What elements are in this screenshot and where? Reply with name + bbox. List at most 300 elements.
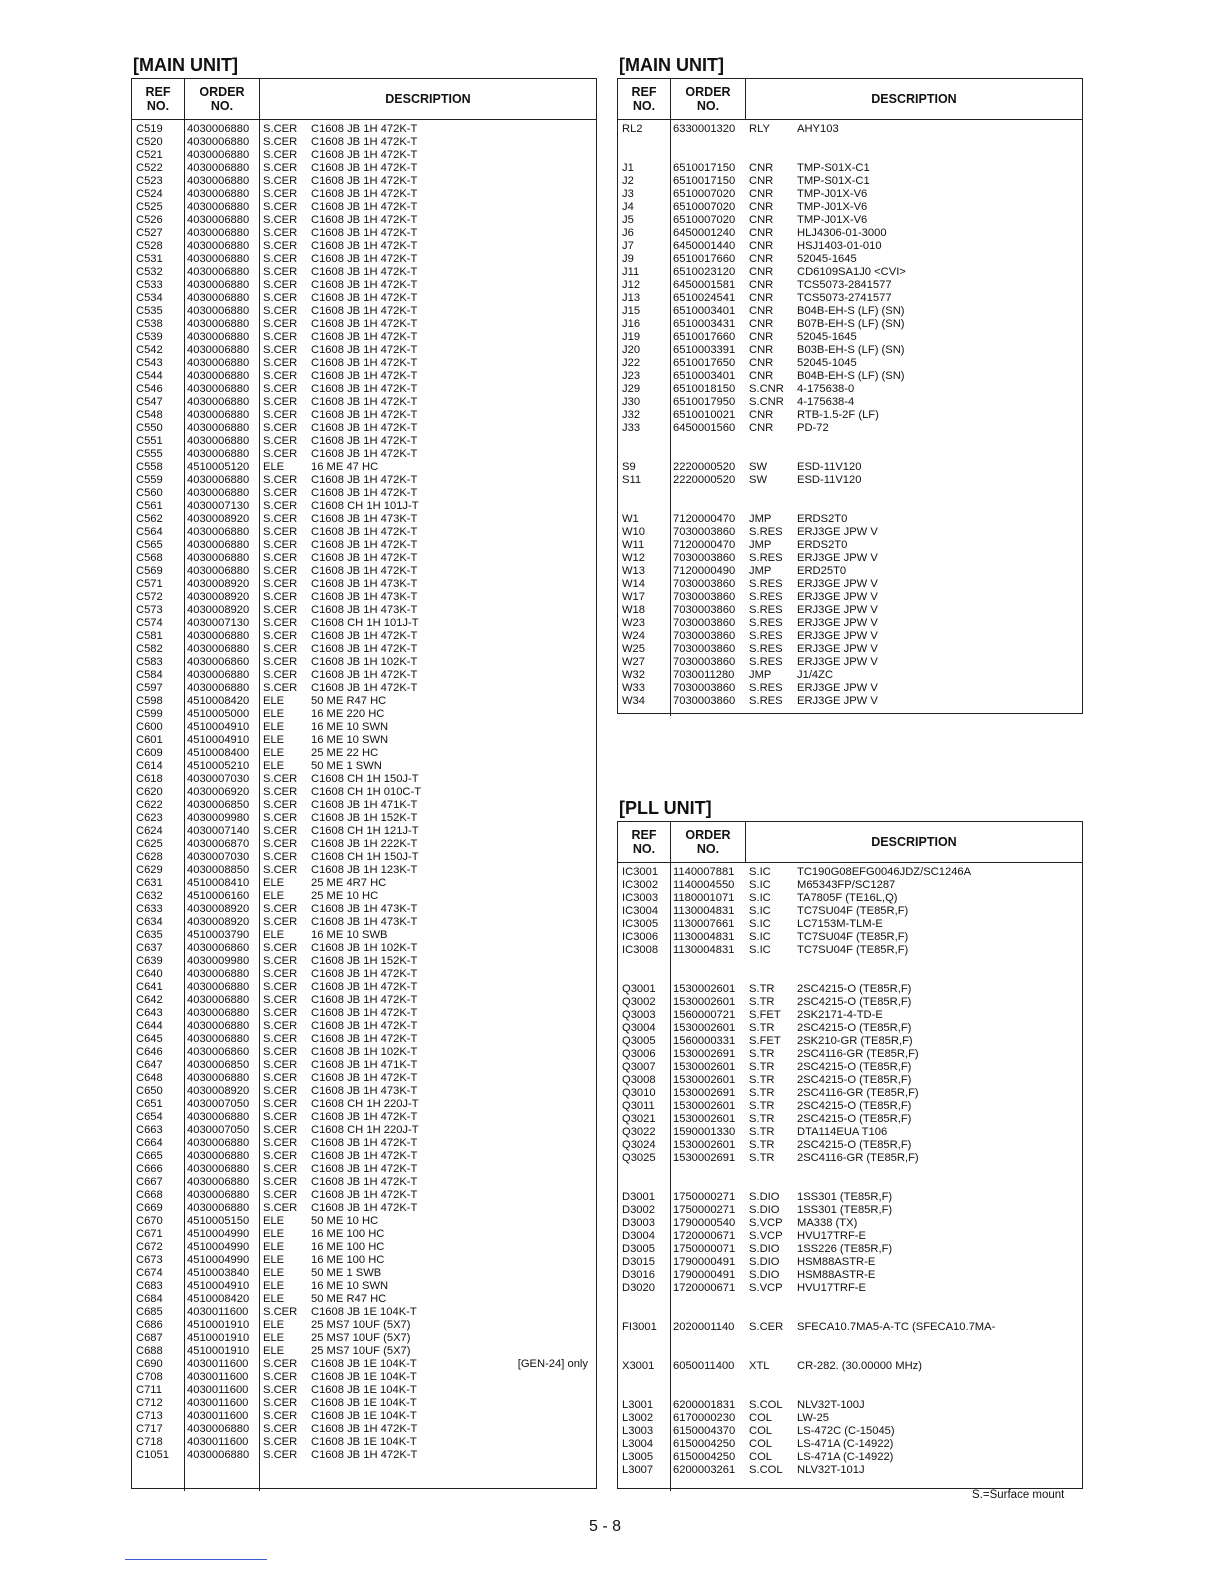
table-row bbox=[132, 240, 596, 253]
part-cell bbox=[797, 149, 1074, 162]
ref-cell: J6 bbox=[622, 227, 634, 239]
type-cell: CNR bbox=[749, 227, 774, 239]
type-cell: JMP bbox=[749, 539, 772, 551]
order-cell: 6510017650 bbox=[673, 357, 736, 369]
ref-cell: Q3008 bbox=[622, 1074, 656, 1086]
type-cell: S.CER bbox=[263, 591, 298, 603]
type-cell: CNR bbox=[749, 162, 774, 174]
ref-cell: J32 bbox=[622, 409, 641, 421]
note-cell bbox=[588, 1033, 596, 1046]
part-cell: 2SK2171-4-TD-E bbox=[797, 1009, 883, 1021]
ref-cell: L3003 bbox=[622, 1425, 654, 1437]
part-cell: C1608 JB 1H 472K-T bbox=[311, 409, 418, 421]
table-row bbox=[132, 1319, 596, 1332]
ref-cell: D3004 bbox=[622, 1230, 655, 1242]
table-row bbox=[618, 253, 1082, 266]
ref-cell bbox=[618, 435, 670, 448]
table-row bbox=[132, 162, 596, 175]
table-row bbox=[618, 396, 1082, 409]
table-row bbox=[132, 942, 596, 955]
order-cell: 4030008920 bbox=[187, 604, 250, 616]
ref-cell: L3001 bbox=[622, 1399, 654, 1411]
part-cell: C1608 JB 1H 472K-T bbox=[311, 630, 418, 642]
part-cell: 4-175638-0 bbox=[797, 383, 855, 395]
table-row bbox=[132, 1436, 596, 1449]
type-cell: S.TR bbox=[749, 1087, 775, 1099]
order-cell: 6200003261 bbox=[673, 1464, 736, 1476]
part-cell: LS-471A (C-14922) bbox=[797, 1451, 894, 1463]
type-cell: COL bbox=[749, 1451, 773, 1463]
note-cell bbox=[588, 734, 596, 747]
table-row bbox=[618, 552, 1082, 565]
note-cell bbox=[1074, 1230, 1082, 1243]
ref-cell: C664 bbox=[136, 1137, 163, 1149]
order-cell: 4030008920 bbox=[187, 578, 250, 590]
ref-cell: C535 bbox=[136, 305, 163, 317]
table-row bbox=[618, 695, 1082, 708]
part-cell: C1608 JB 1H 472K-T bbox=[311, 1111, 418, 1123]
table-row bbox=[132, 1215, 596, 1228]
note-cell bbox=[588, 1436, 596, 1449]
part-cell: C1608 JB 1H 472K-T bbox=[311, 1150, 418, 1162]
note-cell bbox=[1074, 1386, 1082, 1399]
note-cell bbox=[1074, 214, 1082, 227]
ref-cell: C708 bbox=[136, 1371, 163, 1383]
part-cell: C1608 JB 1H 472K-T bbox=[311, 1020, 418, 1032]
table-row bbox=[132, 1202, 596, 1215]
ref-cell: C532 bbox=[136, 266, 163, 278]
note-cell bbox=[588, 1189, 596, 1202]
part-cell: RTB-1.5-2F (LF) bbox=[797, 409, 879, 421]
note-cell bbox=[1074, 1217, 1082, 1230]
part-cell: TC190G08EFG0046JDZ/SC1246A bbox=[797, 866, 972, 878]
main-unit-right-title: [MAIN UNIT] bbox=[619, 55, 724, 75]
type-cell: S.CER bbox=[263, 1436, 298, 1448]
part-cell: C1608 JB 1H 472K-T bbox=[311, 448, 418, 460]
order-cell: 7120000470 bbox=[673, 513, 736, 525]
note-cell bbox=[588, 1046, 596, 1059]
ref-cell: C571 bbox=[136, 578, 163, 590]
part-cell: C1608 JB 1H 472K-T bbox=[311, 136, 418, 148]
order-cell: 4510004990 bbox=[187, 1254, 250, 1266]
table-row bbox=[618, 957, 1082, 970]
part-cell: C1608 JB 1H 472K-T bbox=[311, 344, 418, 356]
type-cell: S.CER bbox=[263, 1059, 298, 1071]
part-cell: MA338 (TX) bbox=[797, 1217, 858, 1229]
table-row bbox=[618, 656, 1082, 669]
description-header: DESCRIPTION bbox=[871, 92, 957, 106]
ref-cell: J15 bbox=[622, 305, 641, 317]
description-header: DESCRIPTION bbox=[385, 92, 471, 106]
part-cell: HSM88ASTR-E bbox=[797, 1269, 876, 1281]
type-cell: S.CER bbox=[263, 123, 298, 135]
part-cell: TC7SU04F (TE85R,F) bbox=[797, 944, 909, 956]
order-cell: 4030006880 bbox=[187, 526, 250, 538]
table-row bbox=[132, 825, 596, 838]
ref-cell: C718 bbox=[136, 1436, 163, 1448]
note-cell bbox=[1074, 240, 1082, 253]
order-cell: 4030008920 bbox=[187, 1085, 250, 1097]
note-cell bbox=[1074, 318, 1082, 331]
type-cell: S.CER bbox=[263, 825, 298, 837]
ref-cell: C634 bbox=[136, 916, 163, 928]
table-row bbox=[618, 1308, 1082, 1321]
ref-cell: C527 bbox=[136, 227, 163, 239]
table-row bbox=[132, 799, 596, 812]
table-row bbox=[618, 539, 1082, 552]
note-cell bbox=[1074, 565, 1082, 578]
ref-cell: C669 bbox=[136, 1202, 163, 1214]
type-cell: S.TR bbox=[749, 1061, 775, 1073]
type-cell: S.CER bbox=[263, 240, 298, 252]
order-cell: 4030006850 bbox=[187, 1059, 250, 1071]
part-cell bbox=[797, 500, 1074, 513]
order-cell: 4030006880 bbox=[187, 149, 250, 161]
part-cell: C1608 JB 1H 472K-T bbox=[311, 968, 418, 980]
note-cell bbox=[588, 838, 596, 851]
type-cell: XTL bbox=[749, 1360, 770, 1372]
type-cell: S.CER bbox=[263, 396, 298, 408]
table-row bbox=[132, 721, 596, 734]
type-cell: SW bbox=[749, 474, 768, 486]
part-cell: 1SS301 (TE85R,F) bbox=[797, 1191, 893, 1203]
type-cell: S.CER bbox=[263, 1124, 298, 1136]
note-cell bbox=[1074, 474, 1082, 487]
table-row bbox=[618, 1256, 1082, 1269]
note-cell bbox=[588, 942, 596, 955]
table-row bbox=[618, 461, 1082, 474]
order-cell: 1140004550 bbox=[673, 879, 735, 891]
ref-cell: W1 bbox=[622, 513, 639, 525]
type-cell: S.CNR bbox=[749, 383, 784, 395]
bottom-link-underline[interactable] bbox=[125, 1559, 267, 1560]
table-row bbox=[132, 227, 596, 240]
ref-cell: J7 bbox=[622, 240, 634, 252]
ref-cell: C668 bbox=[136, 1189, 163, 1201]
note-cell bbox=[1074, 149, 1082, 162]
ref-cell: C583 bbox=[136, 656, 163, 668]
note-cell bbox=[1074, 136, 1082, 149]
table-row bbox=[132, 175, 596, 188]
part-cell: C1608 JB 1H 472K-T bbox=[311, 279, 418, 291]
type-cell bbox=[746, 448, 797, 461]
order-cell: 4030006880 bbox=[187, 1033, 250, 1045]
order-cell: 6330001320 bbox=[673, 123, 736, 135]
part-cell: C1608 JB 1H 472K-T bbox=[311, 370, 418, 382]
table-row bbox=[132, 682, 596, 695]
table-row bbox=[132, 1124, 596, 1137]
part-cell bbox=[797, 1295, 1074, 1308]
table-row bbox=[132, 903, 596, 916]
order-cell: 6510003431 bbox=[673, 318, 736, 330]
table-row bbox=[618, 1061, 1082, 1074]
note-cell bbox=[1074, 918, 1082, 931]
note-cell bbox=[1074, 682, 1082, 695]
table-row bbox=[618, 500, 1082, 513]
part-cell: 2SC4215-O (TE85R,F) bbox=[797, 996, 912, 1008]
order-cell: 4030006880 bbox=[187, 1111, 250, 1123]
table-row bbox=[132, 734, 596, 747]
type-cell: S.CER bbox=[263, 565, 298, 577]
ref-cell: C644 bbox=[136, 1020, 163, 1032]
order-cell bbox=[670, 1373, 746, 1386]
part-cell: NLV32T-101J bbox=[797, 1464, 865, 1476]
order-cell: 4030006880 bbox=[187, 682, 250, 694]
note-cell bbox=[588, 747, 596, 760]
ref-cell: C670 bbox=[136, 1215, 163, 1227]
part-cell: C1608 JB 1H 472K-T bbox=[311, 1007, 418, 1019]
order-cell: 4030009980 bbox=[187, 955, 250, 967]
type-cell: S.CER bbox=[263, 513, 298, 525]
order-cell bbox=[670, 1347, 746, 1360]
note-cell bbox=[588, 422, 596, 435]
part-cell: C1608 JB 1H 473K-T bbox=[311, 591, 418, 603]
ref-cell: C584 bbox=[136, 669, 163, 681]
note-cell bbox=[588, 305, 596, 318]
ref-cell: C558 bbox=[136, 461, 163, 473]
ref-cell: C522 bbox=[136, 162, 163, 174]
table-row bbox=[132, 435, 596, 448]
table-row bbox=[618, 578, 1082, 591]
order-cell: 6510017660 bbox=[673, 331, 736, 343]
type-cell: ELE bbox=[263, 929, 285, 941]
note-cell bbox=[1074, 1360, 1082, 1373]
note-cell bbox=[588, 1228, 596, 1241]
surface-mount-footnote: S.=Surface mount bbox=[972, 1489, 1065, 1501]
order-cell: 4510004910 bbox=[187, 1280, 250, 1292]
ref-cell: C569 bbox=[136, 565, 163, 577]
order-cell: 4030008850 bbox=[187, 864, 250, 876]
note-cell bbox=[1074, 695, 1082, 708]
order-cell: 4030011600 bbox=[187, 1410, 249, 1422]
note-cell bbox=[588, 721, 596, 734]
part-cell: C1608 CH 1H 220J-T bbox=[311, 1124, 419, 1136]
part-cell: 16 ME 100 HC bbox=[311, 1254, 385, 1266]
note-cell bbox=[588, 266, 596, 279]
table-row bbox=[618, 513, 1082, 526]
table-row bbox=[132, 370, 596, 383]
table-row bbox=[618, 1048, 1082, 1061]
part-cell: 2SC4116-GR (TE85R,F) bbox=[797, 1152, 919, 1164]
note-cell bbox=[1074, 448, 1082, 461]
ref-cell: W27 bbox=[622, 656, 646, 668]
table-row bbox=[618, 931, 1082, 944]
note-cell bbox=[1074, 1438, 1082, 1451]
note-cell bbox=[1074, 305, 1082, 318]
order-cell: 6510010021 bbox=[673, 409, 736, 421]
note-cell bbox=[588, 1163, 596, 1176]
note-cell bbox=[588, 981, 596, 994]
ref-cell: J5 bbox=[622, 214, 634, 226]
note-cell bbox=[588, 812, 596, 825]
part-cell: C1608 JB 1H 472K-T bbox=[311, 565, 418, 577]
note-cell bbox=[588, 877, 596, 890]
part-cell: 16 ME 100 HC bbox=[311, 1228, 385, 1240]
type-cell: S.RES bbox=[749, 604, 783, 616]
order-cell: 4510008410 bbox=[187, 877, 250, 889]
ref-cell: C609 bbox=[136, 747, 163, 759]
table-row bbox=[132, 1072, 596, 1085]
type-cell: S.CER bbox=[263, 305, 298, 317]
order-cell: 6510007020 bbox=[673, 214, 736, 226]
order-cell: 4030006880 bbox=[187, 305, 250, 317]
table-row bbox=[618, 123, 1082, 136]
order-no-header: ORDER NO. bbox=[185, 79, 260, 119]
note-cell bbox=[588, 630, 596, 643]
type-cell: JMP bbox=[749, 669, 772, 681]
note-cell bbox=[1074, 1009, 1082, 1022]
order-cell bbox=[670, 1334, 746, 1347]
ref-cell: C614 bbox=[136, 760, 163, 772]
table-row bbox=[132, 253, 596, 266]
part-cell: LS-472C (C-15045) bbox=[797, 1425, 895, 1437]
type-cell: ELE bbox=[263, 1254, 285, 1266]
part-cell bbox=[797, 1373, 1074, 1386]
order-cell: 4030011600 bbox=[187, 1436, 249, 1448]
table-row bbox=[132, 773, 596, 786]
part-cell: C1608 CH 1H 101J-T bbox=[311, 617, 419, 629]
order-cell: 6510007020 bbox=[673, 188, 736, 200]
order-cell: 4030006860 bbox=[187, 1046, 250, 1058]
ref-cell: C559 bbox=[136, 474, 163, 486]
table-row bbox=[132, 1293, 596, 1306]
order-cell: 7120000490 bbox=[673, 565, 736, 577]
type-cell bbox=[746, 500, 797, 513]
note-cell bbox=[588, 1332, 596, 1345]
note-cell bbox=[588, 786, 596, 799]
ref-cell bbox=[618, 149, 670, 162]
type-cell: S.TR bbox=[749, 1139, 775, 1151]
order-cell: 4510001910 bbox=[187, 1332, 250, 1344]
note-cell bbox=[1074, 396, 1082, 409]
type-cell bbox=[746, 1295, 797, 1308]
type-cell: S.CER bbox=[263, 526, 298, 538]
type-cell: S.CER bbox=[263, 1189, 298, 1201]
order-cell: 1750000271 bbox=[673, 1191, 736, 1203]
note-cell bbox=[1074, 1035, 1082, 1048]
type-cell: S.CER bbox=[263, 422, 298, 434]
order-cell: 4030006880 bbox=[187, 565, 250, 577]
part-cell: C1608 JB 1H 472K-T bbox=[311, 188, 418, 200]
table-row bbox=[132, 1449, 596, 1462]
ref-cell: C531 bbox=[136, 253, 163, 265]
part-cell: C1608 JB 1E 104K-T bbox=[311, 1410, 417, 1422]
order-no-header: ORDER NO. bbox=[671, 822, 746, 862]
order-cell: 1560000331 bbox=[673, 1035, 736, 1047]
type-cell: S.TR bbox=[749, 1100, 775, 1112]
order-cell: 4030006880 bbox=[187, 1150, 250, 1162]
order-cell: 4030006880 bbox=[187, 136, 250, 148]
order-cell: 4030006880 bbox=[187, 539, 250, 551]
ref-cell: C618 bbox=[136, 773, 163, 785]
table-row bbox=[618, 879, 1082, 892]
part-cell bbox=[797, 1347, 1074, 1360]
type-cell: S.CER bbox=[263, 448, 298, 460]
order-cell: 1750000271 bbox=[673, 1204, 736, 1216]
ref-cell: D3005 bbox=[622, 1243, 655, 1255]
note-cell bbox=[588, 825, 596, 838]
order-cell: 4030006880 bbox=[187, 669, 250, 681]
table-row bbox=[132, 409, 596, 422]
table-row bbox=[132, 1111, 596, 1124]
order-cell: 1530002601 bbox=[673, 1113, 736, 1125]
order-cell: 4510005210 bbox=[187, 760, 250, 772]
order-cell: 1720000671 bbox=[673, 1230, 736, 1242]
table-row bbox=[618, 1035, 1082, 1048]
type-cell: S.FET bbox=[749, 1035, 781, 1047]
part-cell: C1608 JB 1H 473K-T bbox=[311, 604, 418, 616]
note-cell bbox=[1074, 500, 1082, 513]
note-cell bbox=[588, 578, 596, 591]
table-row bbox=[618, 630, 1082, 643]
ref-cell: C632 bbox=[136, 890, 163, 902]
ref-cell: C641 bbox=[136, 981, 163, 993]
table-row bbox=[132, 331, 596, 344]
part-cell: TMP-J01X-V6 bbox=[797, 214, 868, 226]
order-cell: 4030007140 bbox=[187, 825, 250, 837]
order-cell: 4030006880 bbox=[187, 487, 250, 499]
ref-cell: C601 bbox=[136, 734, 163, 746]
type-cell: ELE bbox=[263, 1215, 285, 1227]
note-cell bbox=[588, 929, 596, 942]
part-cell: C1608 JB 1E 104K-T bbox=[311, 1358, 417, 1370]
note-cell bbox=[1074, 944, 1082, 957]
part-cell: HVU17TRF-E bbox=[797, 1230, 866, 1242]
part-cell: C1608 JB 1H 123K-T bbox=[311, 864, 418, 876]
table-row bbox=[618, 565, 1082, 578]
ref-cell: C629 bbox=[136, 864, 163, 876]
part-cell: C1608 CH 1H 150J-T bbox=[311, 773, 419, 785]
table-row bbox=[132, 292, 596, 305]
ref-cell: C520 bbox=[136, 136, 163, 148]
part-cell: ESD-11V120 bbox=[797, 474, 862, 486]
table-row bbox=[618, 1204, 1082, 1217]
ref-cell bbox=[618, 1386, 670, 1399]
order-cell: 4030006880 bbox=[187, 409, 250, 421]
part-cell: 2SC4215-O (TE85R,F) bbox=[797, 1113, 912, 1125]
ref-cell: C561 bbox=[136, 500, 163, 512]
ref-cell: W12 bbox=[622, 552, 646, 564]
type-cell: S.CER bbox=[263, 136, 298, 148]
table-row bbox=[618, 318, 1082, 331]
part-cell: J1/4ZC bbox=[797, 669, 834, 681]
order-cell: 4030006880 bbox=[187, 1423, 250, 1435]
note-cell bbox=[588, 565, 596, 578]
type-cell: S.CER bbox=[263, 968, 298, 980]
order-cell bbox=[670, 448, 746, 461]
order-cell: 6450001560 bbox=[673, 422, 736, 434]
part-cell: C1608 JB 1H 472K-T bbox=[311, 227, 418, 239]
note-cell bbox=[1074, 1256, 1082, 1269]
table-row bbox=[618, 162, 1082, 175]
type-cell: ELE bbox=[263, 1228, 285, 1240]
ref-cell bbox=[618, 1308, 670, 1321]
type-cell: S.CER bbox=[263, 786, 298, 798]
type-cell: S.DIO bbox=[749, 1204, 780, 1216]
type-cell: S.CER bbox=[263, 851, 298, 863]
ref-cell bbox=[618, 136, 670, 149]
type-cell: JMP bbox=[749, 565, 772, 577]
type-cell: S.CER bbox=[263, 266, 298, 278]
order-cell: 4030008920 bbox=[187, 903, 250, 915]
note-cell bbox=[588, 1150, 596, 1163]
note-cell bbox=[588, 253, 596, 266]
type-cell: S.CER bbox=[263, 643, 298, 655]
part-cell: C1608 JB 1H 472K-T bbox=[311, 214, 418, 226]
part-cell: 25 MS7 10UF (5X7) bbox=[311, 1319, 411, 1331]
part-cell: 2SC4215-O (TE85R,F) bbox=[797, 1022, 912, 1034]
type-cell: ELE bbox=[263, 1280, 285, 1292]
